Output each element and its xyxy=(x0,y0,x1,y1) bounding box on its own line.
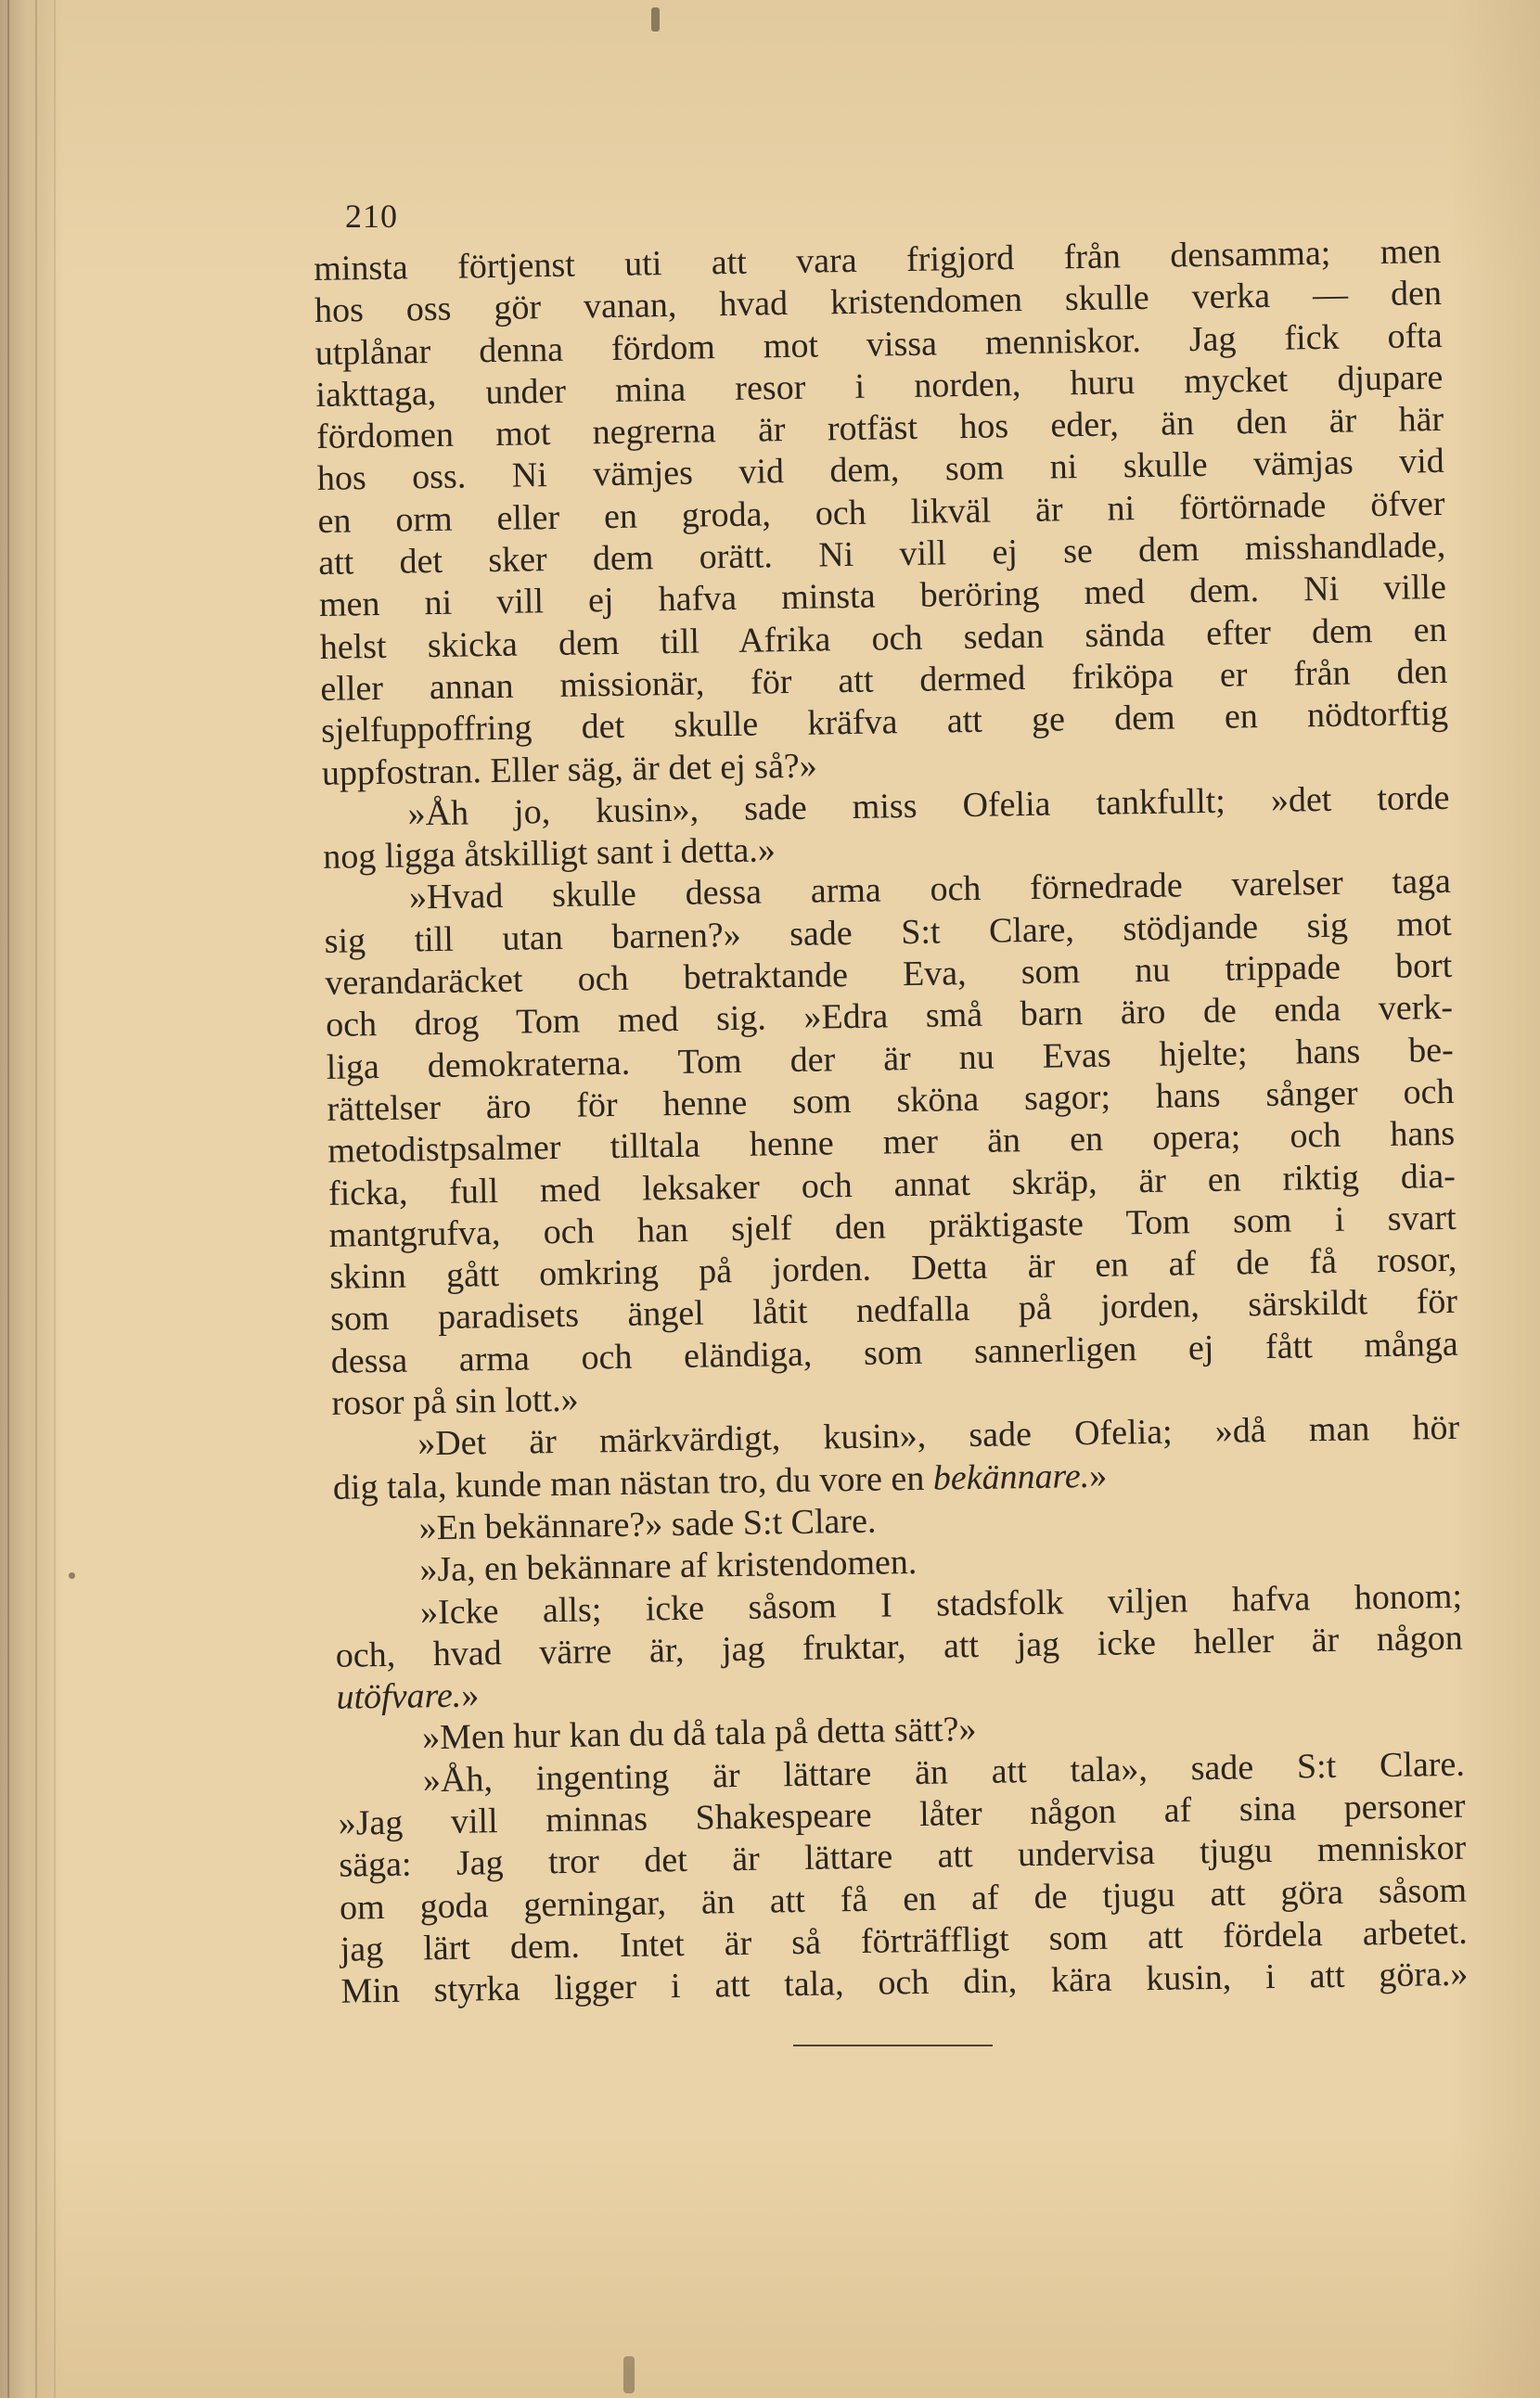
spine-edge-line xyxy=(35,0,37,2398)
text-line: eller annan missionär, för att dermed friköpa er från den xyxy=(320,651,1448,709)
text-line: minsta förtjenst uti att vara frigjord från densamma; men xyxy=(314,231,1442,289)
text-line: en orm eller en groda, och likväl är ni förtörnade öfver xyxy=(317,483,1445,541)
text-line: »Icke alls; icke såsom I stadsfolk viljen hafva honom; xyxy=(419,1576,1463,1632)
text-line: nog ligga åtskilligt sant i detta.» xyxy=(322,830,776,878)
text-line: »Jag vill minnas Shakespeare låter någon af sina personer xyxy=(338,1786,1466,1843)
text-line: iakttaga, under mina resor i norden, huru mycket djupare xyxy=(315,357,1444,415)
text-line: sjelfuppoffring det skulle kräfva att ge dem en nödtorftig xyxy=(320,694,1449,751)
text-line: utplånar denna fördom mot vissa menniskor. Jag fick ofta xyxy=(314,315,1443,373)
italic-word: utöfvare. xyxy=(336,1675,462,1717)
text-line: dessa arma och eländiga, som sannerligen ej fått många xyxy=(330,1324,1459,1381)
text-line: ficka, full med leksaker och annat skräp, är en riktig dia- xyxy=(327,1156,1457,1213)
text-line: »Ja, en bekännare af kristendomen. xyxy=(419,1543,918,1590)
text-line: »Hvad skulle dessa arma och förnedrade varelser taga xyxy=(408,862,1452,917)
text-line: och drog Tom med sig. »Edra små barn äro de enda verk- xyxy=(325,988,1454,1045)
text-line: om goda gerningar, än att få en af de tjugu att göra såsom xyxy=(339,1870,1468,1928)
text-line: liga demokraterna. Tom der är nu Evas hjelte; hans be- xyxy=(326,1030,1455,1087)
end-rule xyxy=(793,2045,993,2046)
text-line: men ni vill ej hafva minsta beröring med dem. Ni ville xyxy=(318,568,1447,625)
text-line: utöfvare.» xyxy=(336,1675,480,1717)
text-line: som paradisets ängel låtit nedfalla på jorden, särskildt för xyxy=(329,1282,1458,1340)
spine-edge-line xyxy=(7,0,9,2398)
text-line: uppfostran. Eller säg, är det ej så?» xyxy=(321,746,818,793)
ink-speck xyxy=(623,2356,635,2393)
text-line: sig till utan barnen?» sade S:t Clare, stödjande sig mot xyxy=(324,904,1452,961)
text-line: Min styrka ligger i att tala, och din, kära kusin, i att göra.» xyxy=(340,1954,1469,2011)
text-line: mantgrufva, och han sjelf den präktigaste Tom som i svart xyxy=(328,1198,1457,1255)
text-line: skinn gått omkring på jorden. Detta är en af de få rosor, xyxy=(329,1239,1457,1297)
text-line: jag lärt dem. Intet är så förträffligt som att fördela arbetet. xyxy=(340,1912,1468,1969)
italic-word: bekännare. xyxy=(932,1455,1090,1498)
ink-speck xyxy=(651,7,660,32)
body-text xyxy=(314,231,1469,2013)
text-line: rosor på sin lott.» xyxy=(331,1379,579,1423)
text-line: »En bekännare?» sade S:t Clare. xyxy=(418,1501,877,1548)
ink-speck xyxy=(69,1572,75,1579)
text-line: hos oss. Ni vämjes vid dem, som ni skulle vämjas vid xyxy=(316,442,1445,499)
text-line: verandaräcket och betraktande Eva, som nu trippade bort xyxy=(325,945,1453,1003)
page-number: 210 xyxy=(345,198,398,235)
text-line: och, hvad värre är, jag fruktar, att jag icke heller är någon xyxy=(335,1618,1464,1675)
text-line: hos oss gör vanan, hvad kristendomen skulle verka — den xyxy=(314,274,1443,331)
text-line: fördomen mot negrerna är rotfäst hos eder, än den är här xyxy=(315,400,1444,457)
text-line: helst skicka dem till Afrika och sedan sända efter dem en xyxy=(319,609,1447,667)
text-line: »Åh, ingenting är lättare än att tala», sade S:t Clare. xyxy=(422,1744,1466,1801)
spine-edge-line xyxy=(54,0,56,2398)
text-line: rättelser äro för henne som sköna sagor; hans sånger och xyxy=(327,1071,1455,1129)
text-line: »Åh jo, kusin», sade miss Ofelia tankfullt; »det torde xyxy=(407,777,1450,834)
text-line: säga: Jag tror det är lättare att undervisa tjugu menniskor xyxy=(339,1827,1467,1886)
text-line: »Men hur kan du då tala på detta sätt?» xyxy=(421,1710,977,1758)
text-line: dig tala, kunde man nästan tro, du vore en bekännare.» xyxy=(332,1455,1108,1507)
text-line: att det sker dem orätt. Ni vill ej se dem misshandlade, xyxy=(317,525,1446,583)
text-line: »Det är märkvärdigt, kusin», sade Ofelia; »då man hör xyxy=(417,1408,1460,1464)
text-line: metodistpsalmer tilltala henne mer än en opera; och hans xyxy=(327,1114,1456,1172)
